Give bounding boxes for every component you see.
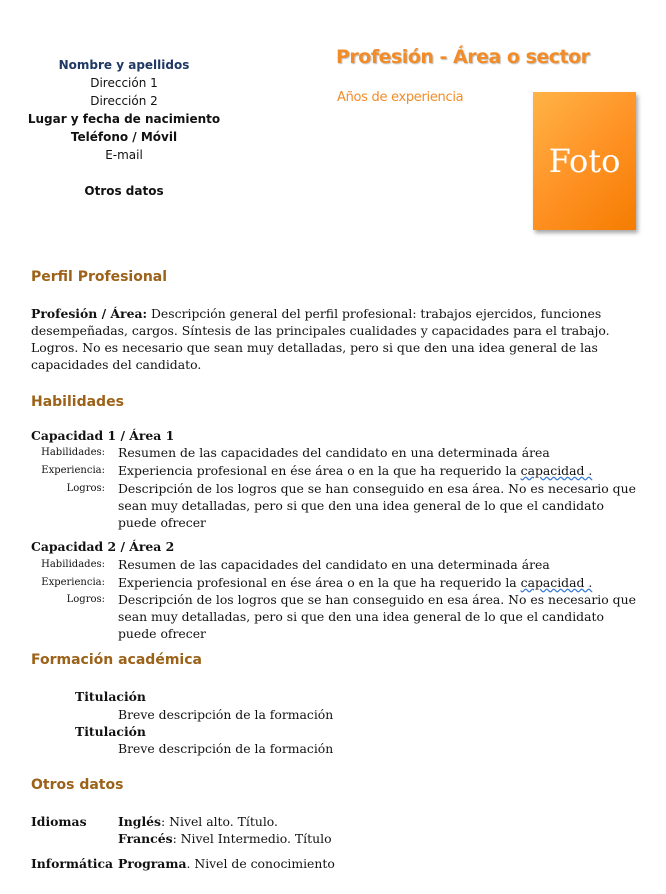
years-experience: Años de experiencia xyxy=(337,90,464,105)
photo-placeholder xyxy=(533,92,636,230)
education-description: Breve descripción de la formación xyxy=(118,707,334,722)
profile-line-4: capacidades del candidato. xyxy=(31,357,202,372)
education-degree: Titulación xyxy=(75,689,146,704)
contact-address-2: Dirección 2 xyxy=(90,94,158,108)
skill-block-heading: Capacidad 2 / Área 2 xyxy=(31,539,175,554)
language-french: Francés: Nivel Intermedio. Título xyxy=(118,831,332,846)
profile-lead: Profesión / Área: xyxy=(31,306,148,321)
contact-block xyxy=(24,56,224,200)
skill-block-heading: Capacidad 1 / Área 1 xyxy=(31,428,175,443)
contact-birth: Lugar y fecha de nacimiento xyxy=(27,112,221,126)
section-title-other: Otros datos xyxy=(31,777,124,793)
label-skills: Habilidades: xyxy=(41,559,105,570)
skill-experience: Experiencia profesional en ése área o en la que ha requerido la capacidad . xyxy=(118,575,593,590)
contact-other: Otros datos xyxy=(84,184,164,198)
contact-name: Nombre y apellidos xyxy=(58,58,190,72)
contact-phone: Teléfono / Móvil xyxy=(70,130,178,144)
section-title-education: Formación académica xyxy=(31,652,202,668)
skill-experience: Experiencia profesional en ése área o en la que ha requerido la capacidad . xyxy=(118,463,593,478)
language-english: Inglés: Nivel alto. Título. xyxy=(118,814,278,829)
section-title-profile: Perfil Profesional xyxy=(31,269,168,285)
skill-summary: Resumen de las capacidades del candidato en una determinada área xyxy=(118,557,550,572)
skill-summary: Resumen de las capacidades del candidato en una determinada área xyxy=(118,445,550,460)
skill-achievements: Descripción de los logros que se han conseguido en esa área. No es necesario que sean muy detalladas, pero si que den una idea general de lo que el candidato puede ofrecer xyxy=(118,592,636,641)
contact-email: E-mail xyxy=(105,148,143,162)
it-program: Programa. Nivel de conocimiento xyxy=(118,856,335,871)
profession-title: Profesión - Área o sector xyxy=(336,46,590,68)
photo-label: Foto xyxy=(548,142,621,180)
section-title-skills: Habilidades xyxy=(31,394,124,410)
profile-line-2: desempeñadas, cargos. Síntesis de las principales cualidades y capacidades para el trabajo. xyxy=(31,323,610,338)
profile-paragraph xyxy=(31,305,641,373)
education-degree: Titulación xyxy=(75,724,146,739)
languages-label: Idiomas xyxy=(31,814,87,829)
education-description: Breve descripción de la formación xyxy=(118,741,334,756)
label-experience: Experiencia: xyxy=(41,465,105,476)
profile-line-1: Descripción general del perfil profesional: trabajos ejercidos, funciones xyxy=(147,306,602,321)
skill-achievements: Descripción de los logros que se han conseguido en esa área. No es necesario que sean muy detalladas, pero si que den una idea general de lo que el candidato puede ofrecer xyxy=(118,481,636,530)
label-achievements: Logros: xyxy=(66,483,105,494)
it-label: Informática xyxy=(31,856,114,871)
label-achievements: Logros: xyxy=(66,594,105,605)
label-experience: Experiencia: xyxy=(41,577,105,588)
contact-address-1: Dirección 1 xyxy=(90,76,158,90)
label-skills: Habilidades: xyxy=(41,447,105,458)
profile-line-3: Logros. No es necesario que sean muy detalladas, pero si que den una idea general de las xyxy=(31,340,598,355)
